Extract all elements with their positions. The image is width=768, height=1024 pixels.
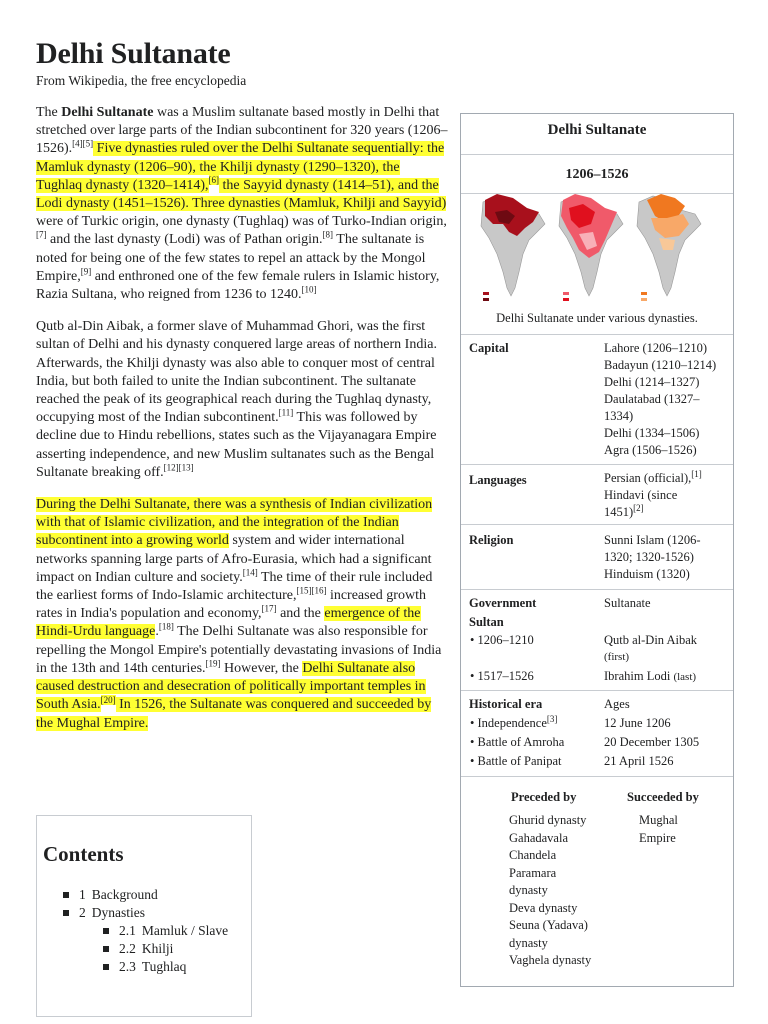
page-title: Delhi Sultanate [36, 37, 231, 70]
text-run: Five dynasties ruled over the Delhi Sultanate sequentially: the Mamluk dynasty (1206–90), the Khilji dynasty (1290–1320), the Tughlaq dynasty (1320–1414), [36, 141, 445, 193]
text-run: The Delhi Sultanate was also responsible for repelling the Mongol Empire's potentially devastating invasions of India in the 13th and 14th centuries. [36, 624, 442, 676]
toc-item-mamluk[interactable]: 2.1 Mamluk / Slave [37, 922, 228, 940]
toc-list [37, 886, 228, 976]
divider [461, 334, 733, 335]
text-run: system and wider international networks spanning large parts of Afro-Eurasia, which had a significant impact on Indian culture and society. [36, 533, 432, 585]
divider [461, 776, 733, 777]
era-value: Ages [604, 697, 630, 711]
preceded-link[interactable]: Deva dynasty [509, 900, 578, 915]
text-run: and the last dynasty (Lodi) was of Pathan origin. [46, 232, 323, 248]
era-label: Historical era [469, 697, 543, 711]
toc-item-tughlaq[interactable]: 2.3 Tughlaq [37, 958, 228, 976]
text-run: During the Delhi Sultanate, there was a synthesis of Indian civilization with that of Islamic civilization, and the integration of the Indian subcontinent into a growing world [36, 497, 433, 549]
religion-value: Sunni Islam (1206- 1320; 1320-1526) Hinduism (1320) [604, 533, 701, 581]
government-value: Sultanate [604, 596, 651, 610]
citation-ref[interactable]: [8] [322, 229, 334, 240]
citation-ref[interactable]: [14] [242, 567, 258, 578]
preceded-link[interactable]: Chandela [509, 848, 557, 862]
text-run: and the [276, 606, 325, 622]
event-3: • Battle of Panipat [470, 754, 562, 768]
languages-label: Languages [469, 473, 527, 487]
text-run: emergence of the Hindi-Urdu language [36, 606, 421, 640]
citation-ref[interactable]: [12][13] [163, 462, 194, 473]
government-label: Government [469, 596, 537, 610]
paragraph-2 [36, 318, 448, 482]
religion-label: Religion [469, 533, 514, 547]
text-run: The time of their rule included the earliest forms of Indo-Islamic architecture, [36, 569, 433, 604]
page-subtitle: From Wikipedia, the free encyclopedia [36, 73, 247, 88]
citation-ref[interactable]: [11] [278, 407, 294, 418]
preceded-link[interactable]: Seuna (Yadava) [509, 918, 588, 932]
capital-label: Capital [469, 341, 509, 355]
text-run: The [36, 105, 62, 120]
preceded-by-label: Preceded by [511, 790, 577, 804]
text-run: The sultanate is noted for being one of the few states to repel an attack by the Mongol Empire, [36, 232, 426, 284]
bullet-icon [103, 964, 109, 970]
toc-item-dynasties[interactable]: 2 Dynasties [37, 904, 228, 922]
table-of-contents [36, 815, 252, 1017]
text-run: and enthroned one of the few female rulers in Islamic history, Razia Sultana, who reigned from 1236 to 1240. [36, 268, 440, 303]
preceded-link[interactable]: dynasty [509, 883, 548, 897]
divider [461, 524, 733, 525]
map-caption: Delhi Sultanate under various dynasties. [496, 311, 698, 325]
citation-ref[interactable]: [20] [100, 694, 116, 705]
paragraph-3 [36, 496, 448, 733]
paragraph-1 [36, 104, 448, 304]
preceded-link[interactable]: Vaghela dynasty [509, 953, 592, 967]
event-2-date: 20 December 1305 [604, 735, 700, 749]
event-1: • Independence[3] [470, 713, 558, 730]
succeeded-by-label: Succeeded by [627, 790, 699, 804]
text-run: This was followed by decline due to Hindu rebellions, states such as the Vijayanagara Empire asserting independence, and new Muslim sultanates such as the Bengal Sultanate breaking off. [36, 410, 437, 480]
citation-ref[interactable]: [7] [36, 229, 47, 240]
event-2: • Battle of Amroha [470, 735, 565, 749]
toc-item-background[interactable]: 1 Background [37, 886, 228, 904]
infobox-dates: 1206–1526 [461, 154, 733, 194]
bullet-icon [103, 928, 109, 934]
sultan-1-value: Qutb al-Din Aibak (first) [604, 633, 698, 663]
sultan-label: Sultan [469, 615, 504, 629]
succeeded-by-list [639, 812, 678, 847]
dynasty-maps[interactable] [479, 188, 715, 308]
bullet-icon [63, 892, 69, 898]
divider [461, 589, 733, 590]
citation-ref[interactable]: [6] [208, 175, 220, 186]
citation-ref[interactable]: [10] [301, 284, 317, 295]
citation-ref[interactable]: [4][5] [72, 138, 94, 149]
citation-ref[interactable]: [18] [158, 621, 174, 632]
map-khilji [559, 194, 623, 301]
citation-ref[interactable]: [15][16] [296, 585, 327, 596]
citation-ref[interactable]: [19] [205, 658, 221, 669]
infobox [460, 113, 734, 987]
text-run: were of Turkic origin, one dynasty (Tughlaq) was of Turko-Indian origin, [36, 214, 447, 230]
divider [461, 464, 733, 465]
article-body [36, 104, 448, 747]
languages-value: Persian (official),[1] Hindavi (since 1451)[2] [604, 468, 702, 519]
sultan-1-years: • 1206–1210 [470, 633, 534, 647]
map-mamluk [481, 194, 545, 301]
event-3-date: 21 April 1526 [604, 754, 674, 768]
preceded-link[interactable]: Paramara [509, 865, 557, 880]
bullet-icon [103, 946, 109, 952]
sultan-2-value: Ibrahim Lodi (last) [604, 669, 697, 683]
succeeded-link[interactable]: Empire [639, 830, 676, 845]
text-run: increased growth rates in India's population and economy, [36, 588, 426, 622]
preceded-link[interactable]: Gahadavala [509, 830, 568, 845]
preceded-link[interactable]: dynasty [509, 935, 548, 950]
sultan-2-years: • 1517–1526 [470, 669, 534, 683]
text-run: Delhi Sultanate also caused destruction and desecration of politically important temples in South Asia. [36, 660, 426, 713]
text-run: In 1526, the Sultanate was conquered and succeeded by the Mughal Empire. [36, 697, 432, 731]
text-run: Qutb al-Din Aibak, a former slave of Muhammad Ghori, was the first sultan of Delhi and his dynasty conquered large areas of northern India. Afterwards, the Khilji dynasty was also able to conquer most of central India, but both failed to unite the Indian subcontinent. The sultanate reached the peak of its geographical reach during the Tughlaq dynasty, occupying most of the Indian subcontinent. [36, 319, 437, 426]
divider [461, 690, 733, 691]
text-run: . [155, 624, 159, 640]
citation-ref[interactable]: [17] [261, 603, 277, 614]
preceded-by-list [509, 812, 591, 970]
map-tughlaq [637, 194, 701, 301]
infobox-title: Delhi Sultanate [547, 122, 647, 138]
text-run: the Sayyid dynasty (1414–51), and the Lodi dynasty (1451–1526). Three dynasties (Mamluk, Khilji and Sayyid) [36, 177, 447, 212]
bold-term: Delhi Sultanate [61, 105, 154, 120]
text-run: However, the [220, 660, 303, 676]
text-run: was a Muslim sultanate based mostly in Delhi that stretched over large parts of the Indian subcontinent for 320 years (1206–1526). [36, 105, 448, 157]
capital-value: Lahore (1206–1210) Badayun (1210–1214) Delhi (1214–1327) Daulatabad (1327– 1334) Delhi (1334–1506) Agra (1506–1526) [604, 341, 717, 457]
succeeded-link[interactable]: Mughal [639, 813, 678, 827]
citation-ref[interactable]: [9] [80, 266, 92, 277]
event-1-date: 12 June 1206 [604, 716, 671, 730]
preceded-link[interactable]: Ghurid dynasty [509, 813, 587, 827]
contents-title: Contents [43, 842, 124, 866]
toc-item-khilji[interactable]: 2.2 Khilji [37, 940, 228, 958]
bullet-icon [63, 910, 69, 916]
